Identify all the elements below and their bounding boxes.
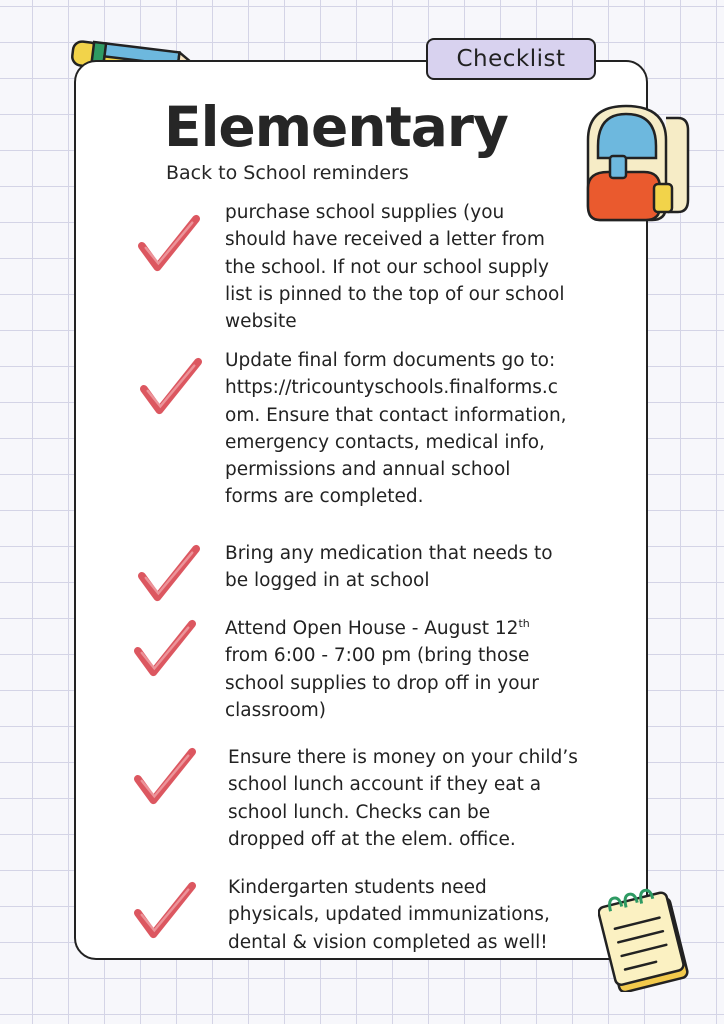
checkmark-icon [140, 356, 202, 418]
checkmark-icon [138, 213, 200, 275]
list-item: Kindergarten students need physicals, updated immunizations, dental & vision completed as well! [228, 877, 550, 953]
page-subtitle: Back to School reminders [166, 162, 409, 184]
list-item: Attend Open House - August 12th from 6:00 - 7:00 pm (bring those school supplies to drop off in your classroom) [225, 616, 539, 721]
list-item: Update final form documents go to: https://tricountyschools.finalforms.c om. Ensure that contact information, emergency contacts, medical info, permissions and annual school forms are completed. [225, 350, 567, 508]
backpack-icon [580, 100, 692, 226]
list-item: Ensure there is money on your child’s school lunch account if they eat a school lunch. Checks can be dropped off at the elem. office. [228, 747, 578, 850]
checkmark-icon [134, 880, 196, 942]
list-item: purchase school supplies (you should have received a letter from the school. If not our school supply list is pinned to the top of our school website [225, 202, 565, 333]
checkmark-icon [138, 543, 200, 605]
page-title: Elementary [164, 95, 508, 159]
notepad-icon [598, 884, 690, 992]
checkmark-icon [134, 746, 196, 808]
date-superscript: th [518, 616, 530, 630]
checklist-badge-label: Checklist [456, 46, 566, 72]
list-item: Bring any medication that needs to be logged in at school [225, 543, 553, 592]
checkmark-icon [134, 618, 196, 680]
checklist-badge [426, 38, 596, 80]
